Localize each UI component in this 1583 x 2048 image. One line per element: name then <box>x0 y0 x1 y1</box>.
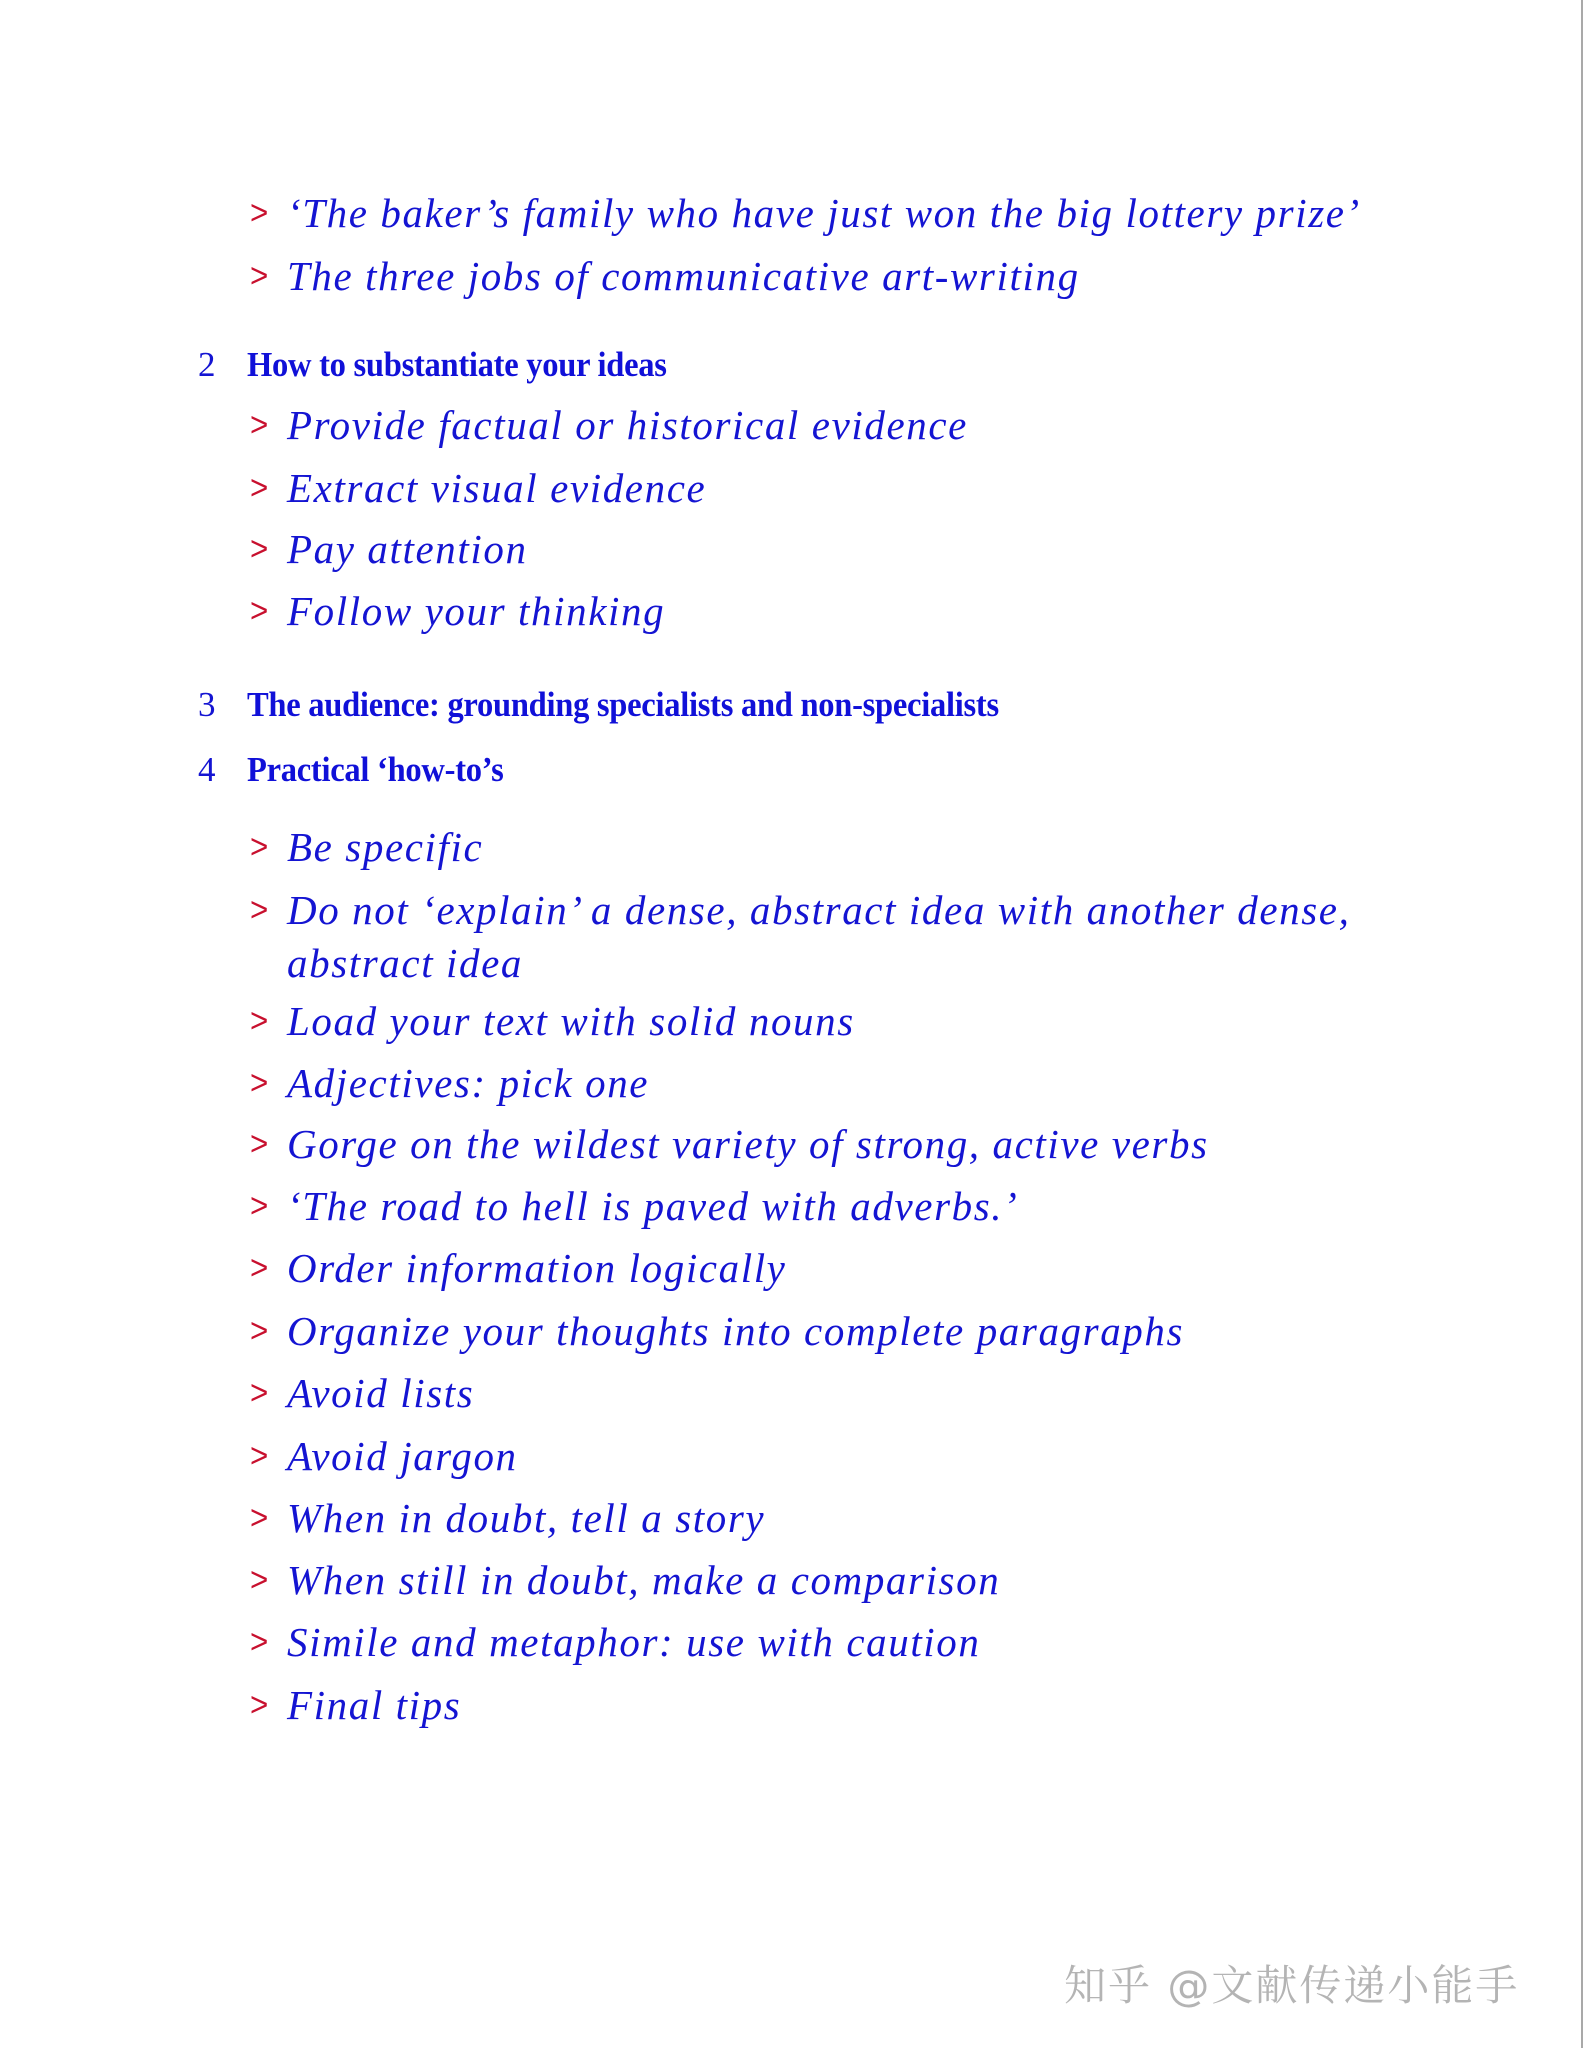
section-number: 2 <box>198 345 216 384</box>
section-title: The audience: grounding specialists and non-specialists <box>247 685 999 724</box>
chevron-right-icon: > <box>250 257 269 295</box>
list-item-text: Follow your thinking <box>287 588 666 634</box>
list-item-text: Simile and metaphor: use with caution <box>287 1619 981 1665</box>
chevron-right-icon: > <box>250 1125 269 1163</box>
chevron-right-icon: > <box>250 1561 269 1599</box>
chevron-right-icon: > <box>250 1249 269 1287</box>
section-title: How to substantiate your ideas <box>247 345 667 384</box>
list-item-text: Organize your thoughts into complete paragraphs <box>287 1308 1185 1354</box>
section-title: Practical ‘how-to’s <box>247 750 504 789</box>
list-item-text: Extract visual evidence <box>287 465 707 511</box>
list-item-text: When in doubt, tell a story <box>287 1495 766 1541</box>
list-item-text: Avoid lists <box>287 1370 475 1416</box>
list-item-text: Gorge on the wildest variety of strong, active verbs <box>287 1121 1209 1167</box>
chevron-right-icon: > <box>250 1374 269 1412</box>
chevron-right-icon: > <box>250 1002 269 1040</box>
chevron-right-icon: > <box>250 828 269 866</box>
list-item-text: Provide factual or historical evidence <box>287 402 968 448</box>
list-item-text: ‘The road to hell is paved with adverbs.’ <box>287 1183 1019 1229</box>
list-item-text: Pay attention <box>287 526 528 572</box>
chevron-right-icon: > <box>250 592 269 630</box>
list-item-text: Avoid jargon <box>287 1433 518 1479</box>
list-item-text: abstract idea <box>287 940 524 986</box>
list-item-text: Final tips <box>287 1682 462 1728</box>
chevron-right-icon: > <box>250 1187 269 1225</box>
chevron-right-icon: > <box>250 530 269 568</box>
list-item-text: Adjectives: pick one <box>287 1060 650 1106</box>
watermark: 知乎 @文献传递小能手 <box>1064 1961 1520 2010</box>
list-item-text: Be specific <box>287 824 484 870</box>
list-item-text: Do not ‘explain’ a dense, abstract idea with another dense, <box>287 887 1351 933</box>
chevron-right-icon: > <box>250 1064 269 1102</box>
list-item-text: When still in doubt, make a comparison <box>287 1557 1001 1603</box>
section-number: 4 <box>198 750 216 789</box>
chevron-right-icon: > <box>250 194 269 232</box>
chevron-right-icon: > <box>250 1437 269 1475</box>
list-item-text: ‘The baker’s family who have just won the big lottery prize’ <box>287 190 1361 236</box>
chevron-right-icon: > <box>250 406 269 444</box>
chevron-right-icon: > <box>250 469 269 507</box>
chevron-right-icon: > <box>250 1686 269 1724</box>
chevron-right-icon: > <box>250 891 269 929</box>
list-item-text: Order information logically <box>287 1245 787 1291</box>
section-number: 3 <box>198 685 216 724</box>
chevron-right-icon: > <box>250 1499 269 1537</box>
list-item-text: Load your text with solid nouns <box>287 998 855 1044</box>
chevron-right-icon: > <box>250 1623 269 1661</box>
list-item-text: The three jobs of communicative art-writing <box>287 253 1080 299</box>
chevron-right-icon: > <box>250 1312 269 1350</box>
